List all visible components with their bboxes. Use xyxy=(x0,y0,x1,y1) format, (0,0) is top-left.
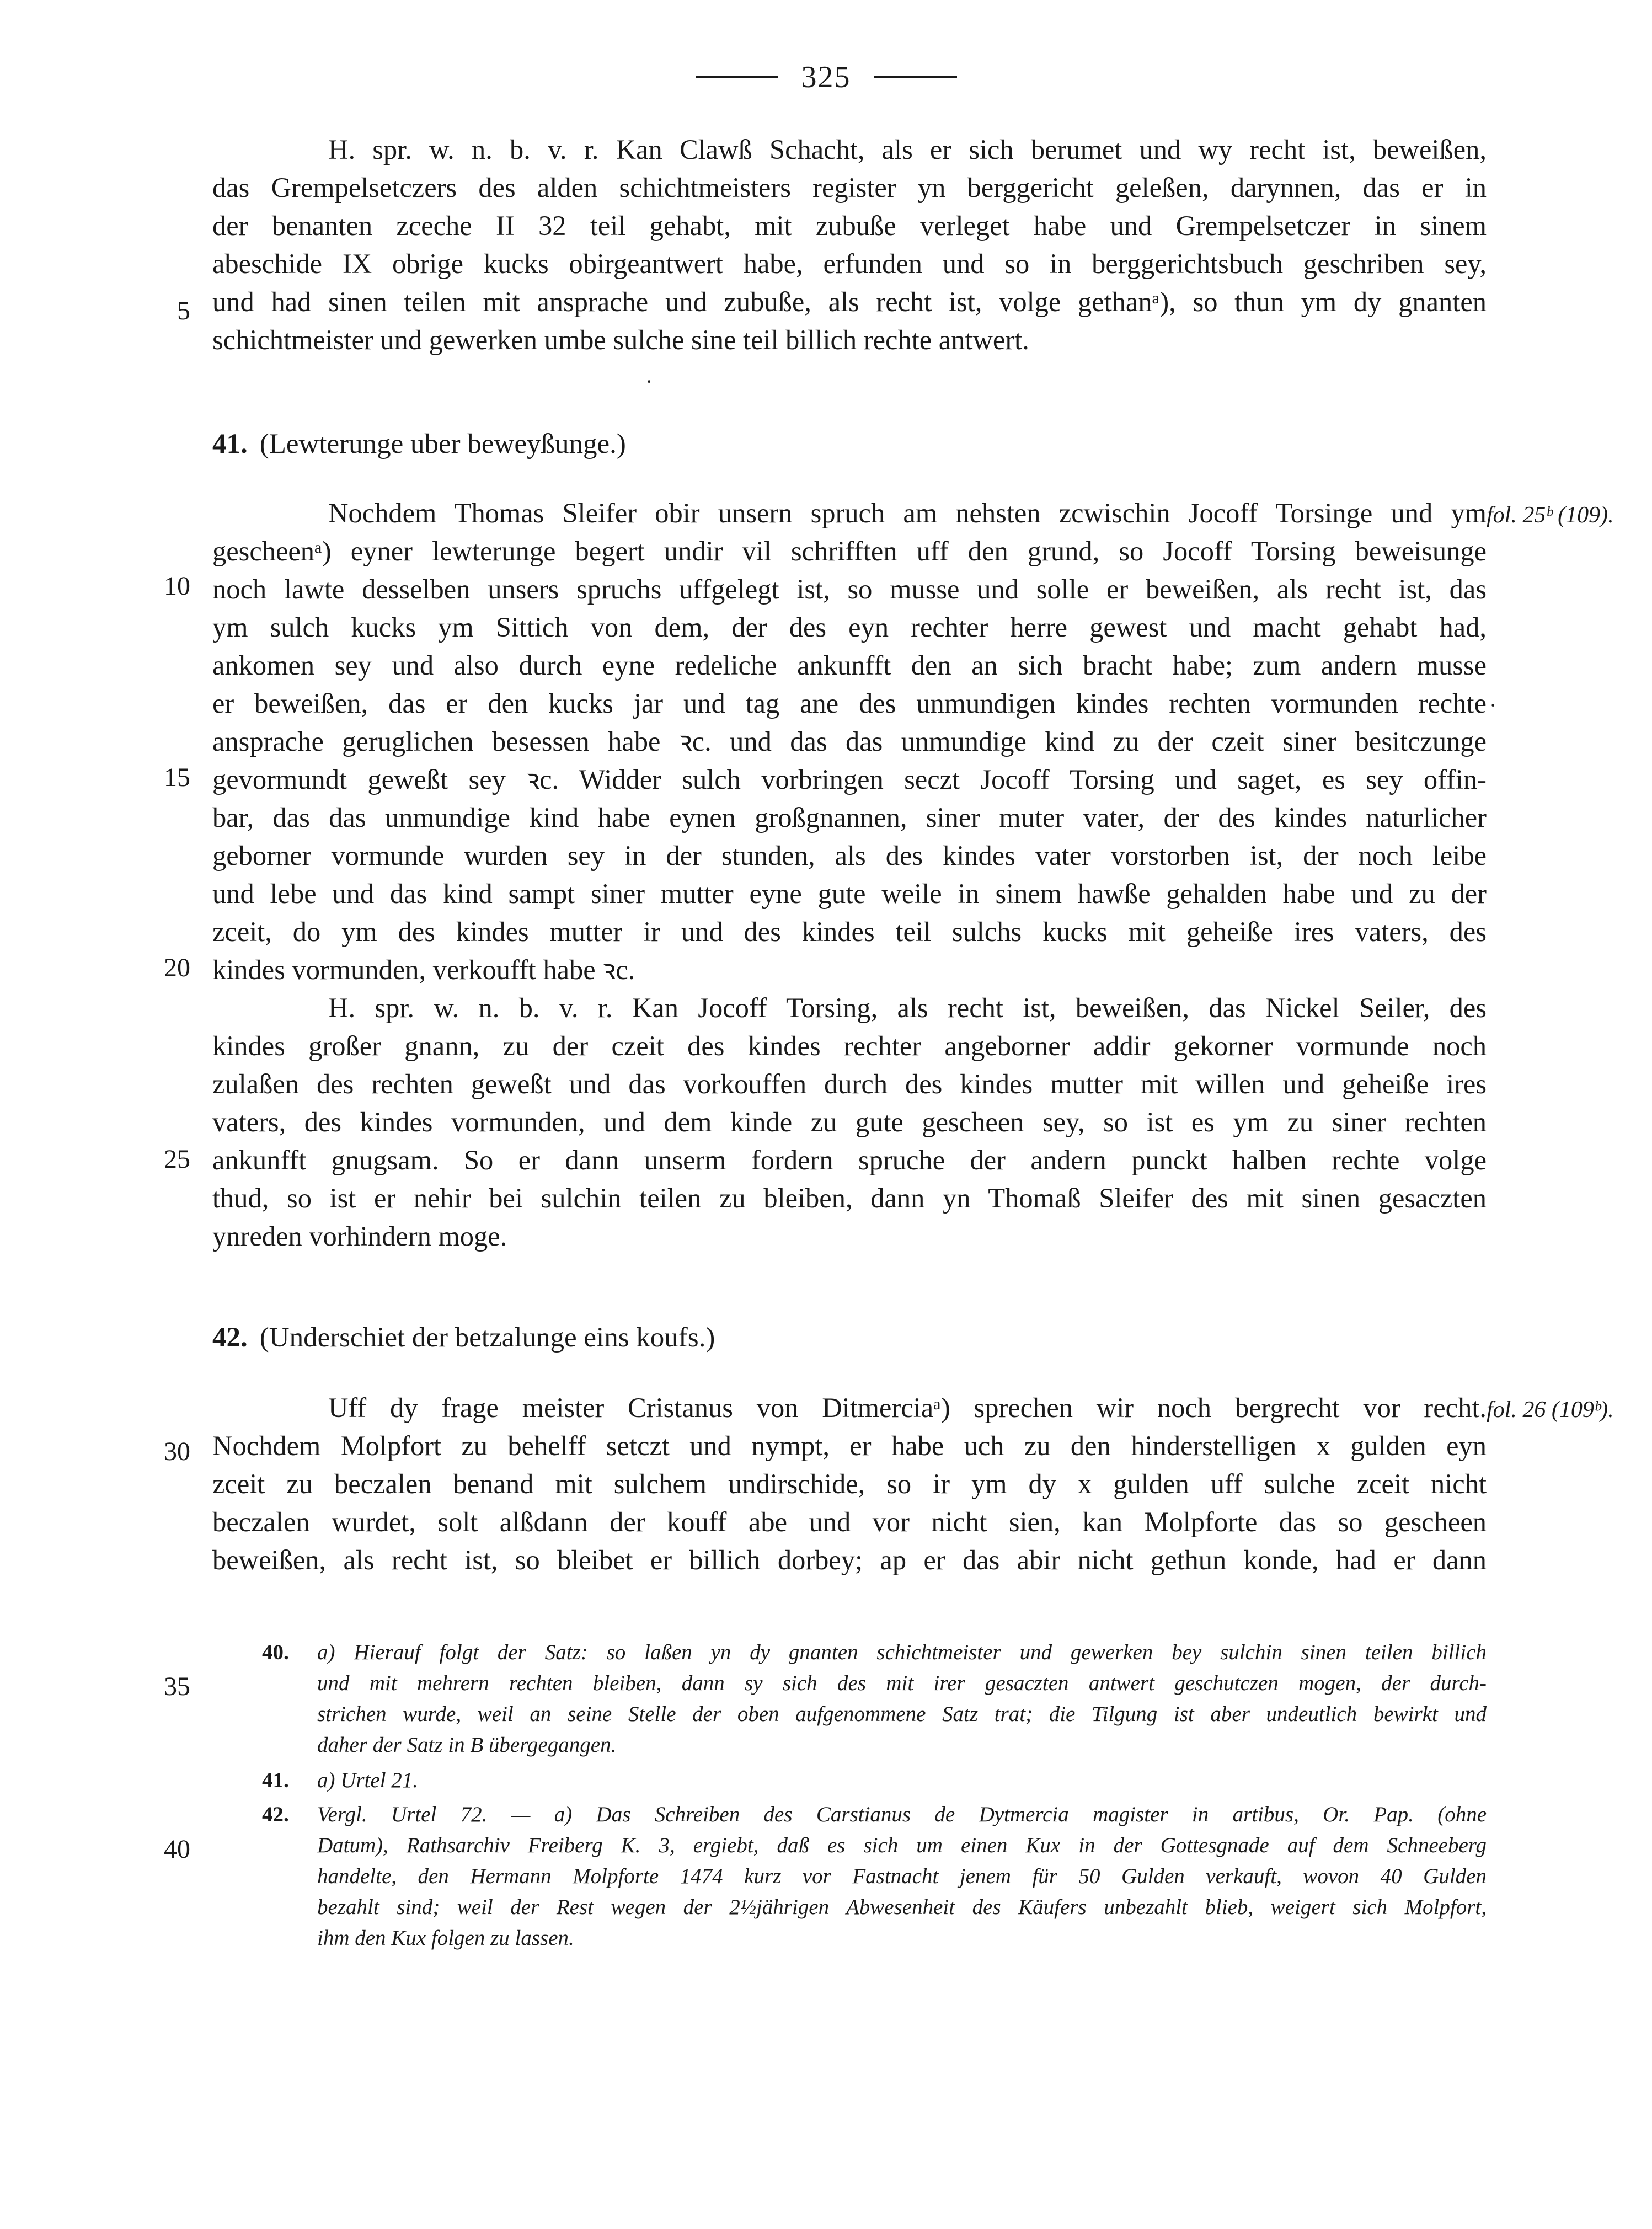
section-number: 41. xyxy=(212,429,248,459)
text-line: schichtmeister und gewerken umbe sulche sine teil billich rechte antwert. xyxy=(212,324,1029,355)
text-line: gevormundt geweßt sey ꝛc. Widder sulch vorbringen seczt Jocoff Torsing und saget, es sey offin- xyxy=(212,764,1487,795)
footnote-line: a) Hierauf folgt der Satz: so laßen yn dy gnanten schichtmeister und gewerken bey sulchin sinen teilen billich xyxy=(317,1640,1487,1664)
footnote-line: handelte, den Hermann Molpforte 1474 kurz vor Fastnacht jenem für 50 Gulden verkauft, wovon 40 Gulden xyxy=(317,1864,1487,1888)
footnote-number: 41. xyxy=(262,1768,289,1792)
text-line: beweißen, als recht ist, so bleibet er billich dorbey; ap er das abir nicht gethun konde, had er dann xyxy=(212,1544,1487,1575)
section-title: (Underschiet der betzalunge eins koufs.) xyxy=(259,1322,715,1353)
footnote-41 xyxy=(0,1765,1652,1796)
footnote-line: daher der Satz in B übergegangen. xyxy=(317,1733,617,1757)
text-line: ansprache geruglichen besessen habe ꝛc. und das das unmundige kind zu der czeit siner besitczunge xyxy=(212,726,1487,757)
footnote-line: strichen wurde, weil an seine Stelle der oben aufgenommene Satz trat; die Tilgung ist aber undeutlich bewirkt und xyxy=(317,1702,1487,1726)
footnote-line: Vergl. Urtel 72. — a) Das Schreiben des Carstianus de Dytmercia magister in artibus, Or. Pap. (ohne xyxy=(317,1803,1487,1826)
footnote-40-cont xyxy=(0,1668,1652,1699)
text-line: H. spr. w. n. b. v. r. Kan Clawß Schacht, als er sich berumet und wy recht ist, beweißen, xyxy=(328,134,1487,165)
text-line: thud, so ist er nehir bei sulchin teilen zu bleiben, dann yn Thomaß Sleifer des mit sinen gesaczten xyxy=(212,1183,1487,1214)
page-number: 325 xyxy=(801,60,851,94)
header-rule-right xyxy=(874,76,957,78)
footnote-number: 40. xyxy=(262,1640,289,1664)
stray-mark: · xyxy=(645,369,653,394)
line-number: 35 xyxy=(164,1672,190,1701)
text-line: kindes großer gnann, zu der czeit des kindes rechter angeborner addir gekorner vormunde noch xyxy=(212,1030,1487,1061)
section-42-heading xyxy=(212,1318,715,1357)
section-number: 42. xyxy=(212,1322,248,1353)
text-line: gescheenᵃ) eyner lewterunge begert undir vil schrifften uff den grund, so Jocoff Torsing beweisunge xyxy=(212,536,1487,566)
text-line: Nochdem Molpfort zu behelff setczt und nympt, er habe uch zu den hinderstelligen x gulden eyn xyxy=(212,1430,1487,1461)
text-line: Nochdem Thomas Sleifer obir unsern spruch am nehsten zcwischin Jocoff Torsinge und ym xyxy=(328,498,1487,528)
footnote-line: Datum), Rathsarchiv Freiberg K. 3, ergiebt, daß es sich um einen Kux in der Gottesgnade auf dem Schneeberg xyxy=(317,1834,1487,1857)
line-number: 20 xyxy=(164,953,190,982)
text-line: abeschide IX obrige kucks obirgeantwert habe, erfunden und so in berggerichtsbuch geschriben sey, xyxy=(212,248,1487,279)
footnote-42 xyxy=(0,1799,1652,1830)
text-line: zceit zu beczalen benand mit sulchem undirschide, so ir ym dy x gulden uff sulche zceit nicht xyxy=(212,1468,1487,1499)
footnote-40-cont xyxy=(0,1699,1652,1730)
stray-mark: · xyxy=(1489,693,1497,718)
page-header xyxy=(0,60,1652,98)
text-line: Uff dy frage meister Cristanus von Ditmerciaᵃ) sprechen wir noch bergrecht vor recht. xyxy=(328,1392,1487,1423)
text-line: beczalen wurdet, solt alßdann der kouff abe und vor nicht sien, kan Molpforte das so gescheen xyxy=(212,1506,1487,1537)
line-number: 5 xyxy=(177,296,190,325)
text-line: zulaßen des rechten geweßt und das vorkouffen durch des kindes mutter mit willen und geheiße ires xyxy=(212,1068,1487,1099)
text-line: das Grempelsetczers des alden schichtmeisters register yn berggericht geleßen, darynnen, das er in xyxy=(212,172,1487,203)
footnote-number: 42. xyxy=(262,1803,289,1826)
footnote-line: und mit mehrern rechten bleiben, dann sy sich des mit irer gesaczten antwert geschutczen mogen, der durch- xyxy=(317,1671,1487,1695)
footnote-line: a) Urtel 21. xyxy=(317,1768,419,1792)
text-line: zceit, do ym des kindes mutter ir und des kindes teil sulchs kucks mit geheiße ires vaters, des xyxy=(212,916,1487,947)
line-number: 30 xyxy=(164,1437,190,1466)
text-line: vaters, des kindes vormunden, und dem kinde zu gute gescheen sey, so ist es ym zu siner rechten xyxy=(212,1107,1487,1137)
footnote-line: ihm den Kux folgen zu lassen. xyxy=(317,1926,574,1950)
line-number: 15 xyxy=(164,763,190,792)
header-rule-left xyxy=(696,76,778,78)
line-number: 10 xyxy=(164,571,190,601)
footnote-line: bezahlt sind; weil der Rest wegen der 2½jährigen Abwesenheit des Käufers unbezahlt blieb, weigert sich Molpfort, xyxy=(317,1895,1487,1919)
text-line: H. spr. w. n. b. v. r. Kan Jocoff Torsing, als recht ist, beweißen, das Nickel Seiler, des xyxy=(328,992,1487,1023)
text-line: und had sinen teilen mit ansprache und zubuße, als recht ist, volge gethanᵃ), so thun ym dy gnanten xyxy=(212,286,1487,317)
text-line: ankunfft gnugsam. So er dann unserm fordern spruche der andern punckt halben rechte volge xyxy=(212,1145,1487,1175)
text-line: ym sulch kucks ym Sittich von dem, der des eyn rechter herre gewest und macht gehabt had, xyxy=(212,612,1487,643)
folio-margin-note: fol. 26 (109ᵇ). xyxy=(1487,1397,1614,1423)
footnote-40-cont xyxy=(0,1730,1652,1761)
footnote-42-cont xyxy=(0,1892,1652,1923)
text-line: ynreden vorhindern moge. xyxy=(212,1221,507,1252)
line-number: 40 xyxy=(164,1835,190,1864)
footnote-42-cont xyxy=(0,1830,1652,1861)
text-line: ankomen sey und also durch eyne redeliche ankunfft den an sich bracht habe; zum andern musse xyxy=(212,650,1487,681)
section-title: (Lewterunge uber beweyßunge.) xyxy=(259,429,626,459)
footnote-40 xyxy=(0,1637,1652,1668)
text-line: noch lawte desselben unsers spruchs uffgelegt ist, so musse und solle er beweißen, als recht ist, das xyxy=(212,574,1487,605)
text-line: und lebe und das kind sampt siner mutter eyne gute weile in sinem hawße gehalden habe und zu der xyxy=(212,878,1487,909)
text-line: er beweißen, das er den kucks jar und tag ane des unmundigen kindes rechten vormunden rechte xyxy=(212,688,1487,719)
section-41-heading xyxy=(212,425,626,463)
text-line: geborner vormunde wurden sey in der stunden, als des kindes vater vorstorben ist, der noch leibe xyxy=(212,840,1487,871)
text-line: kindes vormunden, verkoufft habe ꝛc. xyxy=(212,954,635,985)
text-line: bar, das das unmundige kind habe eynen großgnannen, siner muter vater, der des kindes naturlicher xyxy=(212,802,1487,833)
text-line: der benanten zceche II 32 teil gehabt, mit zubuße verleget habe und Grempelsetczer in sinem xyxy=(212,210,1487,241)
line-number: 25 xyxy=(164,1145,190,1174)
folio-margin-note: fol. 25ᵇ (109). xyxy=(1487,503,1614,528)
footnote-42-cont xyxy=(0,1861,1652,1892)
footnote-42-cont xyxy=(0,1923,1652,1954)
